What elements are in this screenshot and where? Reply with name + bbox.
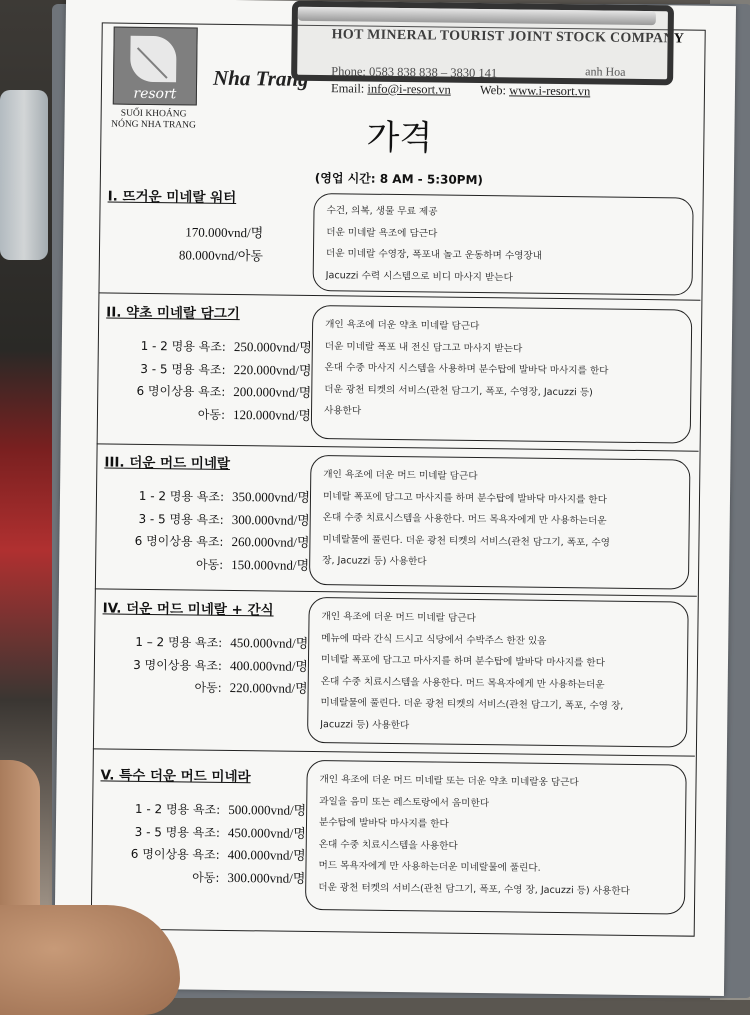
price-row: 3 - 5 명용 욕조: 300.000vnd/명 — [138, 511, 310, 528]
page-title: 가격 — [366, 117, 433, 159]
section-title: I. 뜨거운 미네랄 워터 — [107, 188, 237, 207]
price-row: 6 명이상용 욕조: 260.000vnd/명 — [134, 533, 310, 550]
price-list — [99, 484, 310, 577]
address-fragment: anh Hoa — [585, 64, 626, 79]
price-row: 6 명이상용 욕조: 400.000vnd/명 — [130, 846, 306, 863]
price-list — [103, 220, 264, 267]
section-title: II. 약초 미네랄 담그기 — [106, 304, 240, 323]
price-row: 1 - 2 명용 욕조: 500.000vnd/명 — [134, 801, 307, 818]
price-list — [101, 334, 312, 427]
description-box: 개인 욕조에 더운 머드 미네랄 또는 더운 약초 미네랄옹 담근다 과일을 음미 또는 레스토랑에서 음미한다 분수탑에 발바닥 마사지를 한다 온대 수중 치료시스템을 사용한다 머드 목욕자에게 만 사용하는더운 미네랄물에 풀린다. 더운 광천 터켓의 서비스(관천 담그기, 폭포, 수영 장, Jacuzzi 등) 사용한다 — [305, 760, 687, 915]
section-title: V. 특수 더운 머드 미네라 — [100, 767, 251, 786]
price-row: 3 명이상용 욕조: 400.000vnd/명 — [133, 657, 309, 674]
price-row: 1 – 2 명용 욕조: 450.000vnd/명 — [135, 634, 309, 651]
price-row: 80.000vnd/아동 — [178, 246, 264, 263]
price-list — [95, 797, 306, 890]
leaf-icon — [130, 36, 177, 83]
price-row: 3 - 5 명용 욕조: 220.000vnd/명 — [140, 361, 312, 378]
price-row: 170.000vnd/명 — [185, 224, 264, 241]
price-sheet — [54, 0, 736, 996]
email-web-line: Email: info@i-resort.vn Web: www.i-resort.vn — [330, 81, 591, 99]
description-box: 개인 욕조에 더운 약초 미네랄 담근다 더운 미네랄 폭포 내 전신 담그고 마사지 받는다 온대 수중 마사지 시스템을 사용하며 분수탑에 발바닥 마사지를 한다 더운 광천 티켓의 서비스(관천 담그기, 폭포, 수영장, Jacuzzi 등) 사용한다 — [311, 305, 693, 444]
phone-line: Phone: 0583 838 838 – 3830 141 — [331, 64, 498, 81]
price-row: 아동: 120.000vnd/명 — [197, 406, 312, 423]
resort-logo — [113, 27, 198, 106]
price-list — [98, 630, 309, 700]
section-special-mud-mineral — [97, 763, 697, 897]
description-box: 수건, 의복, 생물 무료 제공 더운 미네랄 욕조에 담근다 더운 미네랄 수영장, 폭포내 놀고 운동하며 수영장내 Jacuzzi 수력 시스템으로 비디 마사지 받는다 — [313, 193, 694, 296]
thumb — [0, 905, 180, 1015]
opening-hours: (영업 시간: 8 AM - 5:30PM) — [314, 170, 484, 188]
price-row: 1 - 2 명용 욕조: 250.000vnd/명 — [140, 338, 312, 355]
logo-subtitle: SUỐI KHOÁNG NÓNG NHA TRANG — [111, 108, 196, 131]
phone-number: 0583 838 838 – 3830 141 — [368, 64, 498, 81]
logo-word: resort — [133, 85, 177, 103]
price-row: 3 - 5 명용 욕조: 450.000vnd/명 — [134, 824, 306, 841]
price-row: 6 명이상용 욕조: 200.000vnd/명 — [136, 383, 312, 400]
company-name: HOT MINERAL TOURIST JOINT STOCK COMPANY — [331, 27, 685, 47]
price-row: 1 - 2 명용 욕조: 350.000vnd/명 — [138, 488, 311, 505]
price-row: 아동: 220.000vnd/명 — [194, 679, 308, 696]
section-title: IV. 더운 머드 미네랄 + 간식 — [102, 600, 274, 619]
description-box: 개인 욕조에 더운 머드 미네랄 담근다 미네랄 폭포에 담그고 마사지를 하며 분수탑에 발바닥 마사지를 한다 온대 수중 치료시스템을 사용한다. 머드 목욕자에게 만 사용하는더운 미네랄물에 풀린다. 더운 광천 티켓의 서비스(관천 담그기, 폭포, 수영 장, Jacuzzi 등) 사용한다 — [309, 455, 691, 590]
description-box: 개인 욕조에 더운 머드 미네랄 담근다 메뉴에 따라 간식 드시고 식당에서 수박주스 한잔 있음 미네랄 폭포에 담그고 마사지를 하며 분수탑에 발바닥 마사지를 한다 온대 수중 치료시스템을 사용한다. 머드 목욕자에게 만 사용하는더운 미네랄물에 풀린다. 더운 광천 티켓의 서비스(관천 담그기, 폭포, 수영 장, Jacuzzi 등) 사용한다 — [307, 597, 689, 748]
email-link[interactable]: info@i-resort.vn — [367, 81, 451, 97]
price-row: 아동: 300.000vnd/명 — [192, 869, 306, 886]
water-bottle — [0, 90, 48, 260]
section-title: III. 더운 머드 미네랄 — [104, 454, 231, 472]
brand-name: Nha Trang — [212, 65, 309, 91]
website-link[interactable]: www.i-resort.vn — [509, 83, 591, 99]
price-row: 아동: 150.000vnd/명 — [195, 556, 310, 573]
